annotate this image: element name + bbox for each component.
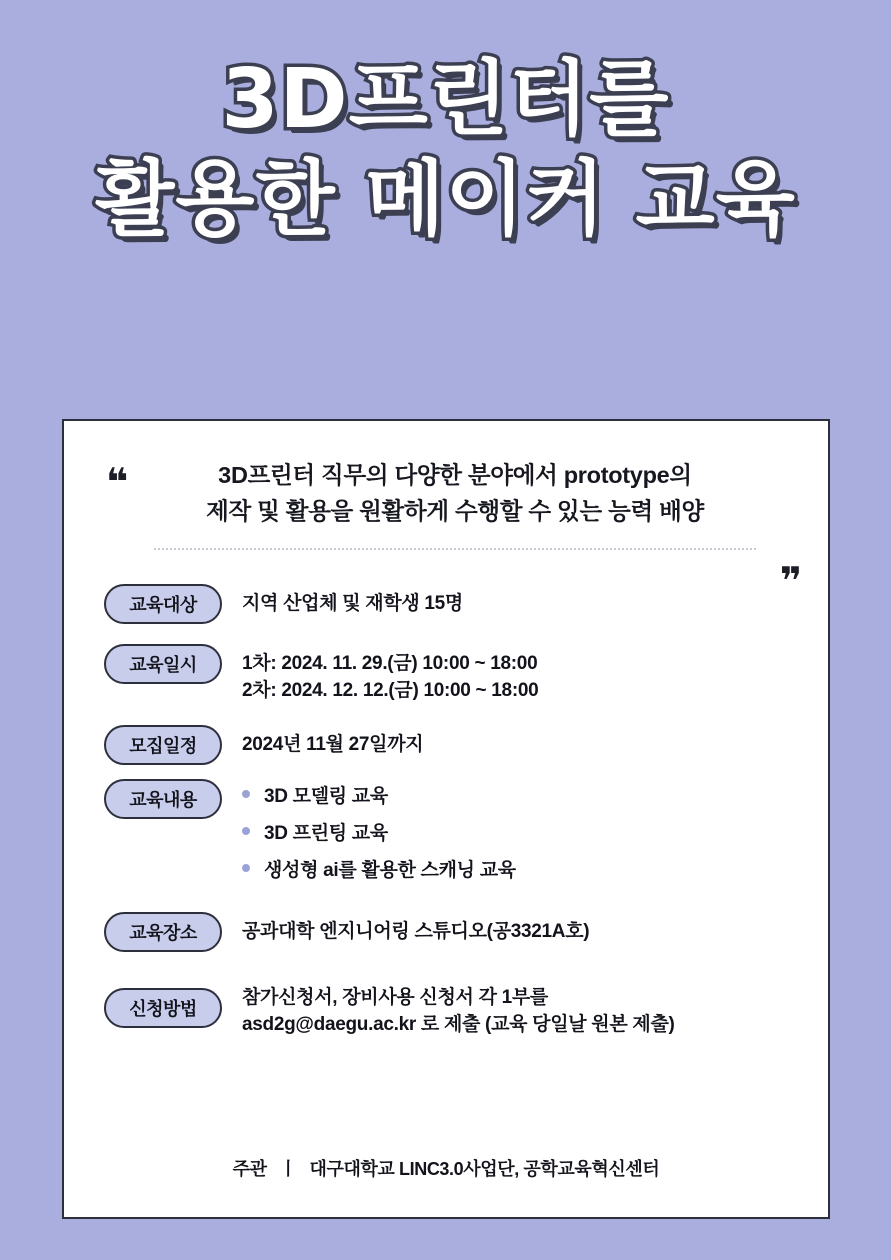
target-audience-line-1: 지역 산업체 및 재학생 15명 xyxy=(242,592,463,614)
list-item xyxy=(242,781,516,808)
row-target-audience xyxy=(104,584,788,624)
list-item xyxy=(242,855,516,882)
bullet-dot-icon xyxy=(242,827,250,835)
row-body-application-period xyxy=(242,725,423,759)
quote-open-icon: ❝ xyxy=(106,460,129,504)
poster-title xyxy=(0,0,891,247)
schedule-line-2: 2차: 2024. 12. 12.(금) 10:00 ~ 18:00 xyxy=(242,680,539,702)
row-body-schedule xyxy=(242,644,538,705)
row-curriculum xyxy=(104,779,788,892)
curriculum-item-3: 생성형 ai를 활용한 스캐닝 교육 xyxy=(264,859,516,881)
poster-footer xyxy=(64,1155,828,1181)
curriculum-item-1: 3D 모델링 교육 xyxy=(264,785,388,807)
info-card xyxy=(62,419,830,1219)
footer-organizations: 대구대학교 LINC3.0사업단, 공학교육혁신센터 xyxy=(309,1159,660,1179)
row-body-target-audience xyxy=(242,584,463,618)
bullet-dot-icon xyxy=(242,864,250,872)
detail-rows xyxy=(104,584,788,1039)
row-body-location xyxy=(242,912,589,946)
row-application-period xyxy=(104,725,788,765)
schedule-line-1: 1차: 2024. 11. 29.(금) 10:00 ~ 18:00 xyxy=(242,652,538,674)
row-location xyxy=(104,912,788,952)
how-to-apply-line-2: asd2g@daegu.ac.kr 로 제출 (교육 당일날 원본 제출) xyxy=(242,1014,675,1036)
quote-line-2: 제작 및 활용을 원활하게 수행할 수 있는 능력 배양 xyxy=(206,498,704,525)
chip-target-audience: 교육대상 xyxy=(104,584,222,624)
location-line-1: 공과대학 엔지니어링 스튜디오(공3321A호) xyxy=(242,920,590,942)
chip-location: 교육장소 xyxy=(104,912,222,952)
chip-how-to-apply: 신청방법 xyxy=(104,988,222,1028)
footer-label: 주관 xyxy=(232,1159,267,1179)
application-period-line-1: 2024년 11월 27일까지 xyxy=(242,733,424,755)
how-to-apply-line-1: 참가신청서, 장비사용 신청서 각 1부를 xyxy=(242,986,548,1008)
footer-separator: 丨 xyxy=(279,1159,297,1179)
title-line-2: 활용한 메이커 교육 xyxy=(95,151,796,247)
row-schedule xyxy=(104,644,788,705)
curriculum-list xyxy=(242,779,516,892)
row-body-how-to-apply xyxy=(242,978,675,1039)
quote-divider xyxy=(154,548,756,550)
chip-application-period: 모집일정 xyxy=(104,725,222,765)
bullet-dot-icon xyxy=(242,790,250,798)
row-how-to-apply xyxy=(104,978,788,1039)
quote-close-icon: ❞ xyxy=(779,558,802,603)
chip-curriculum: 교육내용 xyxy=(104,779,222,819)
list-item xyxy=(242,818,516,845)
curriculum-item-2: 3D 프린팅 교육 xyxy=(264,822,388,844)
chip-schedule: 교육일시 xyxy=(104,644,222,684)
title-line-1: 3D프린터를 xyxy=(221,52,670,147)
quote-line-1: 3D프린터 직무의 다양한 분야에서 prototype의 xyxy=(218,462,692,488)
